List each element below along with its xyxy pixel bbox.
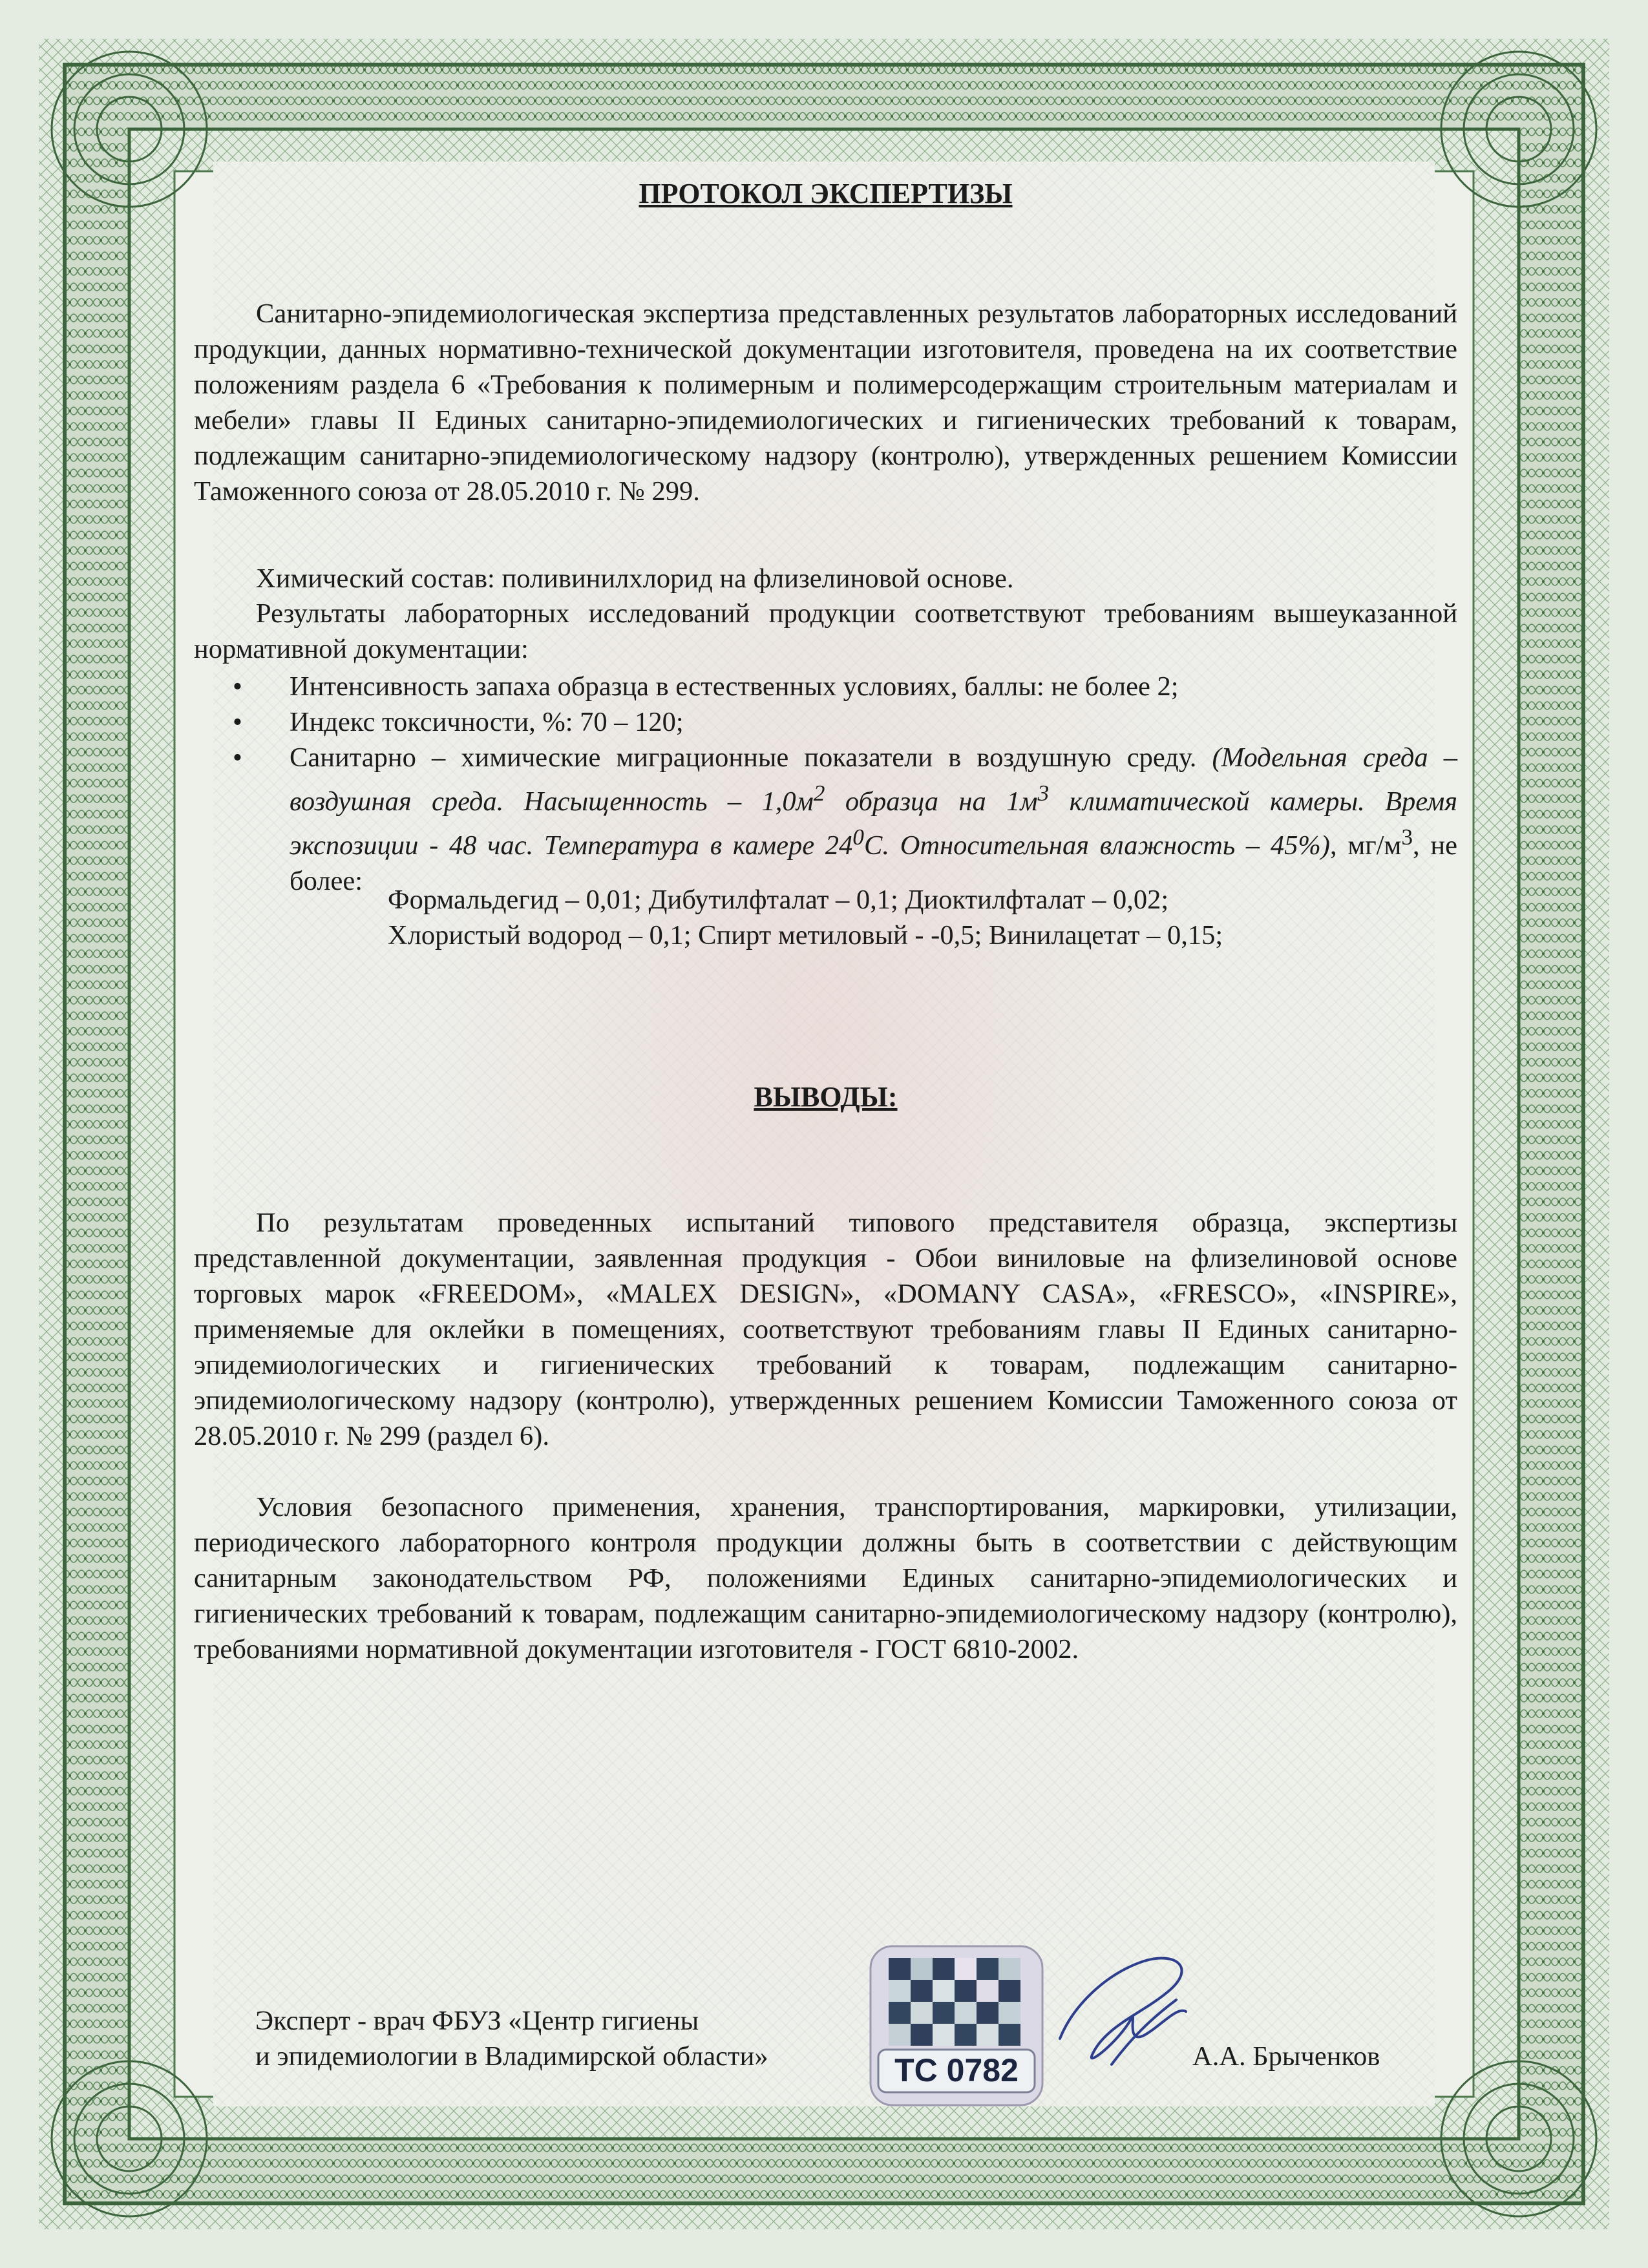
- bullet-text: Индекс токсичности, %: 70 – 120;: [290, 707, 684, 737]
- migration-conditions: (Модельная среда – воздушная среда. Насыщенность – $1,0м^2$ образца на $1м^3$ климатической камеры. Время экспозиции - 48 час. Температура в камере $24^0С$. Относительная влажность – 45%): [290, 742, 1457, 861]
- conclusions-title: ВЫВОДЫ:: [754, 1081, 898, 1113]
- bullet-icon: •: [233, 707, 242, 737]
- paragraph-conditions: Условия безопасного применения, хранения, транспортирования, маркировки, утилизации, периодического лабораторного контроля продукции должны быть в соответствии с действующим санитарным законодательством РФ, положениями Единых санитарно-эпидемиологических и гигиенических требований к товарам, подлежащим санитарно-эпидемиологическому надзору (контролю), требованиями нормативной документации изготовителя - ГОСТ 6810-2002.: [194, 1492, 1457, 1664]
- paragraph-expertise: Санитарно-эпидемиологическая экспертиза представленных результатов лабораторных исследований продукции, данных нормативно-технической документации изготовителя, проведена на их соответствие положениям раздела 6 «Требования к полимерным и полимерсодержащим строительным материалам и мебели» главы II Единых санитарно-эпидемиологических и гигиенических требований к товарам, подлежащим санитарно-эпидемиологическому надзору (контролю), утвержденных решением Комиссии Таможенного союза от 28.05.2010 г. № 299.: [194, 299, 1457, 507]
- bullet-text-migration: Санитарно – химические миграционные показатели в воздушную среду. (Модельная среда – воздушная среда. Насыщенность – $1,0м^2$ образца на $1м^3$ климатической камеры. Время экспозиции - 48 час. Температура в камере $24^0С$. Относительная влажность – 45%), $мг/м^3$, не более:: [290, 742, 1457, 897]
- bullet-text: Интенсивность запаха образца в естественных условиях, баллы: не более 2;: [290, 671, 1179, 702]
- expert-title-line-2: и эпидемиологии в Владимирской области»: [255, 2041, 768, 2072]
- document-title: ПРОТОКОЛ ЭКСПЕРТИЗЫ: [639, 178, 1013, 209]
- migration-text: Санитарно – химические миграционные показатели в воздушную среду.: [290, 742, 1212, 773]
- paragraph-chemical: Химический состав: поливинилхлорид на флизелиновой основе.: [256, 563, 1014, 594]
- substances-line-2: Хлористый водород – 0,1; Спирт метиловый - -0,5; Винилацетат – 0,15;: [388, 920, 1223, 950]
- document-body: [194, 0, 1457, 2268]
- bullet-icon: •: [233, 742, 242, 773]
- expert-name: А.А. Брыченков: [1192, 2041, 1380, 2072]
- paragraph-results-intro: Результаты лабораторных исследований продукции соответствуют требованиям вышеуказанной нормативной документации:: [194, 598, 1457, 664]
- hologram-code: TC 0782: [894, 2052, 1019, 2088]
- expert-title-line-1: Эксперт - врач ФБУЗ «Центр гигиены: [255, 2006, 699, 2036]
- substances-line-1: Формальдегид – 0,01; Дибутилфталат – 0,1; Диоктилфталат – 0,02;: [388, 885, 1169, 915]
- signature-icon: [1047, 1929, 1202, 2084]
- paragraph-conclusion: По результатам проведенных испытаний типового представителя образца, экспертизы представленной документации, заявленная продукция - Обои виниловые на флизелиновой основе торговых марок «FREEDOM», «MALEX DESIGN», «DOMANY CASA», «FRESCO», «INSPIRE», применяемые для оклейки в помещениях, соответствуют требованиям главы II Единых санитарно-эпидемиологических и гигиенических требований к товарам, подлежащим санитарно-эпидемиологическому надзору (контролю), утвержденных решением Комиссии Таможенного союза от 28.05.2010 г. № 299 (раздел 6).: [194, 1208, 1457, 1451]
- hologram-sticker: [869, 1945, 1044, 2106]
- bullet-icon: •: [233, 671, 242, 702]
